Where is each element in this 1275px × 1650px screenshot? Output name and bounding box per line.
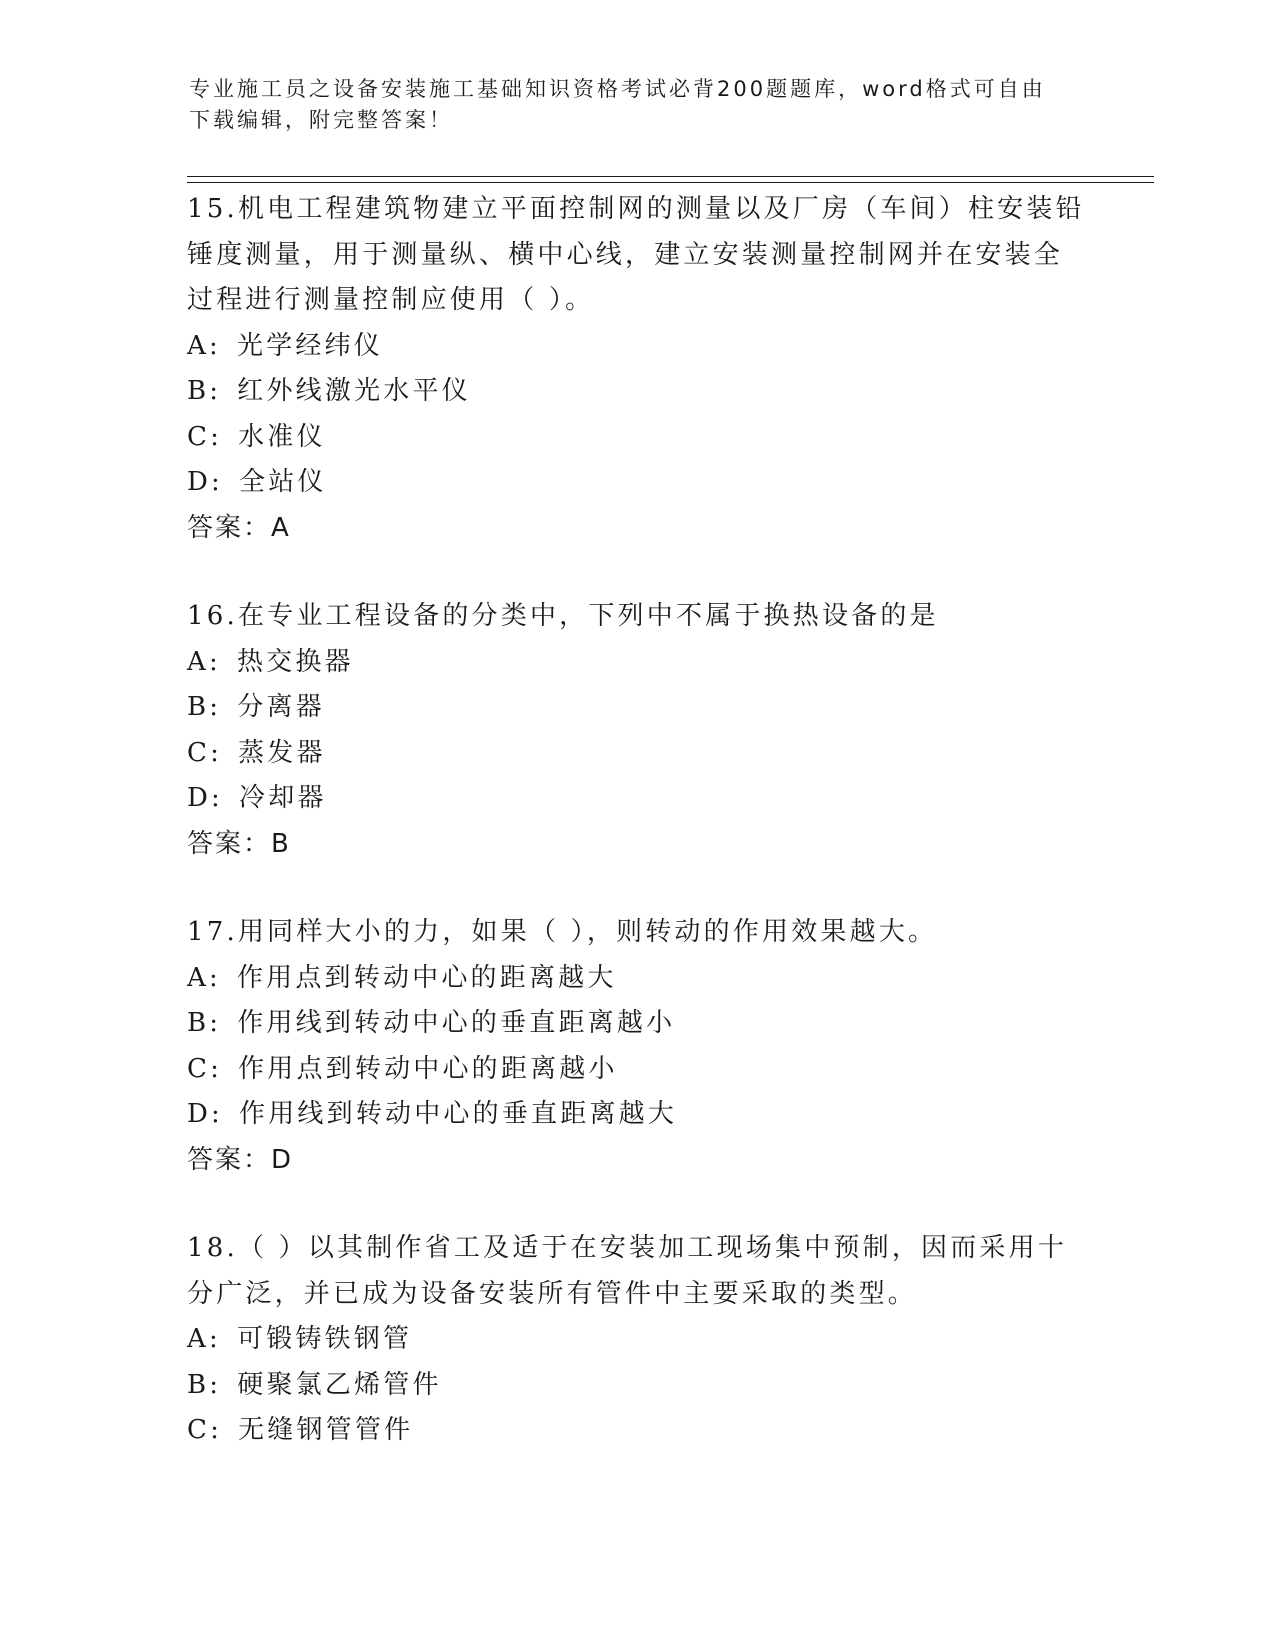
option-b xyxy=(187,1363,1087,1409)
option-text: 水准仪 xyxy=(238,421,326,452)
option-c xyxy=(187,1408,1087,1454)
header-line-2: 下载编辑，附完整答案！ xyxy=(189,108,453,132)
answer-line: 答案：A xyxy=(187,512,291,543)
question-16 xyxy=(187,594,1087,867)
option-b xyxy=(187,685,1087,731)
option-text: 作用线到转动中心的垂直距离越大 xyxy=(239,1099,678,1129)
option-key: C: xyxy=(187,1053,223,1084)
option-key: B: xyxy=(187,1008,222,1038)
option-key: D: xyxy=(187,1099,224,1129)
option-a xyxy=(187,324,1087,370)
option-key: A: xyxy=(187,962,221,993)
option-a xyxy=(187,956,1087,1002)
question-17 xyxy=(187,910,1087,1183)
header-line-1: 专业施工员之设备安装施工基础知识资格考试必背200题题库，word格式可自由 xyxy=(189,77,1046,101)
option-key: C: xyxy=(187,421,223,452)
option-text: 蒸发器 xyxy=(238,737,326,768)
option-key: D: xyxy=(187,783,224,813)
option-d xyxy=(187,460,1087,506)
option-key: B: xyxy=(187,1369,222,1400)
header-divider-bottom xyxy=(187,182,1154,183)
option-text: 作用点到转动中心的距离越小 xyxy=(238,1053,618,1084)
option-text: 作用点到转动中心的距离越大 xyxy=(236,962,617,993)
question-text: 18.（ ）以其制作省工及适于在安装加工现场集中预制，因而采用十分广泛，并已成为设备安装所有管件中主要采取的类型。 xyxy=(187,1233,1068,1309)
answer-line: 答案：D xyxy=(187,1144,294,1175)
option-text: 可锻铸铁钢管 xyxy=(236,1324,413,1354)
option-text: 红外线激光水平仪 xyxy=(237,376,471,406)
option-text: 热交换器 xyxy=(236,646,354,677)
option-key: C: xyxy=(187,737,223,768)
option-key: A: xyxy=(187,330,221,361)
question-list xyxy=(187,187,1087,1497)
question-15 xyxy=(187,187,1087,551)
option-c xyxy=(187,1047,1087,1093)
option-key: D: xyxy=(187,467,224,497)
option-a xyxy=(187,640,1087,686)
option-key: A: xyxy=(187,1324,221,1354)
option-c xyxy=(187,415,1087,461)
header-divider-top xyxy=(187,176,1154,177)
option-text: 无缝钢管管件 xyxy=(238,1415,414,1445)
option-text: 光学经纬仪 xyxy=(236,330,383,361)
option-key: B: xyxy=(187,692,222,722)
option-b xyxy=(187,1001,1087,1047)
question-text: 17.用同样大小的力，如果（ ），则转动的作用效果越大。 xyxy=(187,917,938,947)
option-a xyxy=(187,1317,1087,1363)
option-c xyxy=(187,731,1087,777)
option-text: 作用线到转动中心的垂直距离越小 xyxy=(237,1008,676,1038)
question-text: 15.机电工程建筑物建立平面控制网的测量以及厂房（车间）柱安装铅锤度测量，用于测量纵、横中心线，建立安装测量控制网并在安装全过程进行测量控制应使用（ ）。 xyxy=(187,194,1085,315)
option-text: 硬聚氯乙烯管件 xyxy=(237,1369,442,1400)
option-d xyxy=(187,776,1087,822)
option-key: C: xyxy=(187,1415,223,1445)
option-b xyxy=(187,369,1087,415)
question-18 xyxy=(187,1226,1087,1454)
option-text: 全站仪 xyxy=(239,467,327,497)
option-d xyxy=(187,1092,1087,1138)
option-text: 分离器 xyxy=(237,692,325,722)
option-key: A: xyxy=(187,646,221,677)
document-header xyxy=(189,74,1089,136)
option-text: 冷却器 xyxy=(239,783,327,813)
question-text: 16.在专业工程设备的分类中，下列中不属于换热设备的是 xyxy=(187,601,939,631)
answer-line: 答案：B xyxy=(187,828,291,859)
option-key: B: xyxy=(187,376,222,406)
